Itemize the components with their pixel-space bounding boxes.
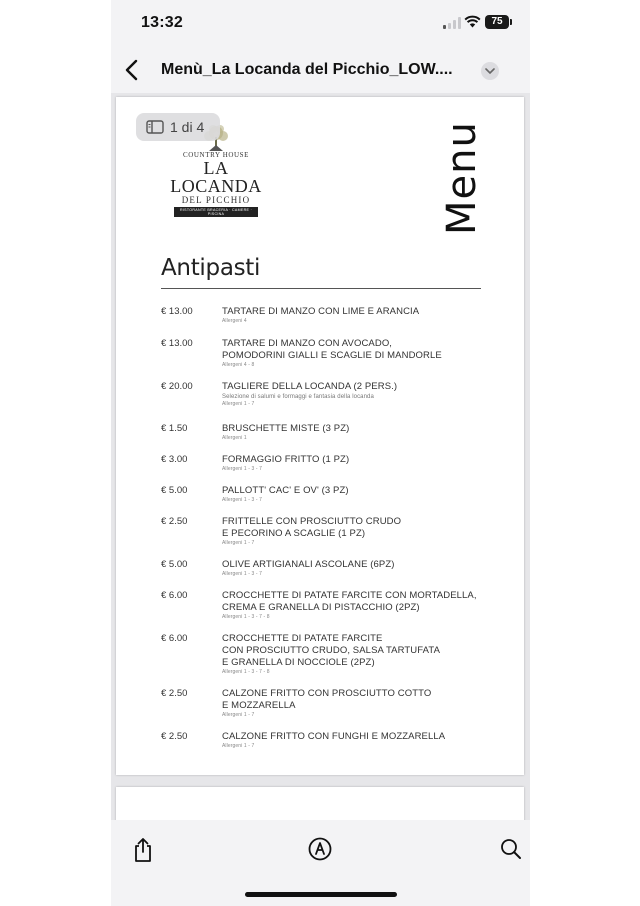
status-bar	[111, 0, 530, 46]
menu-item-price: € 5.00	[161, 559, 188, 570]
title-menu-button[interactable]	[481, 62, 499, 80]
menu-heading: Menu	[439, 121, 485, 235]
menu-item-description	[222, 633, 492, 676]
menu-item-allergens: Allergeni 4	[222, 318, 247, 324]
chevron-down-icon	[485, 67, 495, 75]
menu-item-allergens: Allergeni 1 - 3 - 7	[222, 497, 262, 503]
menu-item-allergens: Allergeni 1	[222, 435, 247, 441]
menu-item-name-line: E PECORINO A SCAGLIE (1 PZ)	[222, 528, 366, 539]
menu-item-name-line: OLIVE ARTIGIANALI ASCOLANE (6PZ)	[222, 559, 395, 570]
menu-item-name-line: BRUSCHETTE MISTE (3 PZ)	[222, 423, 350, 434]
menu-item-allergens: Allergeni 1 - 7	[222, 743, 255, 749]
menu-item-name-line: CROCCHETTE DI PATATE FARCITE CON MORTADELLA,	[222, 590, 477, 601]
menu-item-name-line: E GRANELLA DI NOCCIOLE (2PZ)	[222, 657, 375, 668]
menu-item-price: € 6.00	[161, 633, 188, 644]
menu-item-price: € 13.00	[161, 306, 193, 317]
section-title: Antipasti	[161, 255, 261, 281]
bottom-toolbar	[111, 820, 530, 906]
menu-item-price: € 2.50	[161, 731, 188, 742]
document-viewer[interactable]	[111, 93, 530, 820]
menu-item-description	[222, 485, 492, 504]
menu-item-description	[222, 688, 492, 719]
menu-item-name-line: CALZONE FRITTO CON FUNGHI E MOZZARELLA	[222, 731, 446, 742]
logo-sub: DEL PICCHIO	[181, 195, 251, 205]
menu-item-price: € 3.00	[161, 454, 188, 465]
section-divider	[161, 288, 481, 289]
logo-tagline: RISTORANTE BRACERIA · CAMERE · PISCINA	[174, 207, 258, 217]
menu-item-name-line: CREMA E GRANELLA DI PISTACCHIO (2PZ)	[222, 602, 420, 613]
menu-item-description	[222, 381, 492, 408]
sidebar-icon	[146, 120, 164, 134]
menu-item-description	[222, 559, 492, 578]
menu-item-name-line: TARTARE DI MANZO CON AVOCADO,	[222, 338, 393, 349]
menu-item-allergens: Allergeni 1 - 3 - 7	[222, 571, 262, 577]
wifi-icon	[464, 15, 481, 28]
share-icon[interactable]	[131, 837, 155, 863]
menu-item-allergens: Allergeni 4 - 8	[222, 362, 255, 368]
menu-item-name-line: PALLOTT' CAC' E OV' (3 PZ)	[222, 485, 349, 496]
menu-item-allergens: Allergeni 1 - 3 - 7 - 8	[222, 669, 270, 675]
menu-item-allergens: Allergeni 1 - 7	[222, 401, 255, 407]
menu-item-description	[222, 454, 492, 473]
page-indicator-badge[interactable]	[136, 113, 220, 141]
menu-item-name-line: CALZONE FRITTO CON PROSCIUTTO COTTO	[222, 688, 432, 699]
menu-item-description	[222, 423, 492, 442]
menu-item-description	[222, 731, 492, 750]
markup-icon[interactable]	[308, 837, 332, 861]
menu-item-name-line: E MOZZARELLA	[222, 700, 296, 711]
battery-icon	[485, 15, 509, 29]
menu-item-name-line: TAGLIERE DELLA LOCANDA (2 PERS.)	[222, 381, 398, 392]
menu-item-allergens: Allergeni 1 - 7	[222, 540, 255, 546]
menu-item-name-line: CROCCHETTE DI PATATE FARCITE	[222, 633, 383, 644]
menu-item-price: € 20.00	[161, 381, 193, 392]
menu-item-allergens: Allergeni 1 - 3 - 7	[222, 466, 262, 472]
menu-item-price: € 2.50	[161, 516, 188, 527]
logo-name: LA LOCANDA	[170, 158, 262, 196]
search-icon[interactable]	[500, 838, 522, 860]
home-indicator[interactable]	[245, 892, 397, 897]
menu-item-description	[222, 306, 492, 325]
menu-item-price: € 13.00	[161, 338, 193, 349]
back-chevron-icon[interactable]	[121, 58, 143, 82]
menu-item-description	[222, 516, 492, 547]
menu-item-name-line: TARTARE DI MANZO CON LIME E ARANCIA	[222, 306, 420, 317]
menu-item-price: € 5.00	[161, 485, 188, 496]
page-indicator-text: 1 di 4	[170, 119, 205, 135]
phone-screen	[111, 0, 530, 906]
nav-bar	[111, 50, 530, 92]
menu-item-note: Selezione di salumi e formaggi e fantasia della locanda	[222, 394, 374, 400]
menu-item-name-line: FORMAGGIO FRITTO (1 PZ)	[222, 454, 350, 465]
signal-icon	[443, 17, 461, 29]
menu-item-name-line: CON PROSCIUTTO CRUDO, SALSA TARTUFATA	[222, 645, 441, 656]
document-title[interactable]: Menù_La Locanda del Picchio_LOW....	[161, 61, 453, 78]
pdf-page-1	[116, 97, 524, 775]
logo-country-house: COUNTRY HOUSE	[182, 151, 250, 159]
menu-item-name-line: FRITTELLE CON PROSCIUTTO CRUDO	[222, 516, 402, 527]
menu-item-allergens: Allergeni 1 - 7	[222, 712, 255, 718]
battery-level: 75	[491, 16, 503, 27]
menu-item-description	[222, 590, 492, 621]
status-time: 13:32	[141, 14, 183, 31]
menu-item-description	[222, 338, 492, 369]
menu-item-name-line: POMODORINI GIALLI E SCAGLIE DI MANDORLE	[222, 350, 442, 361]
menu-item-price: € 1.50	[161, 423, 188, 434]
menu-item-price: € 2.50	[161, 688, 188, 699]
menu-item-allergens: Allergeni 1 - 3 - 7 - 8	[222, 614, 270, 620]
menu-item-price: € 6.00	[161, 590, 188, 601]
